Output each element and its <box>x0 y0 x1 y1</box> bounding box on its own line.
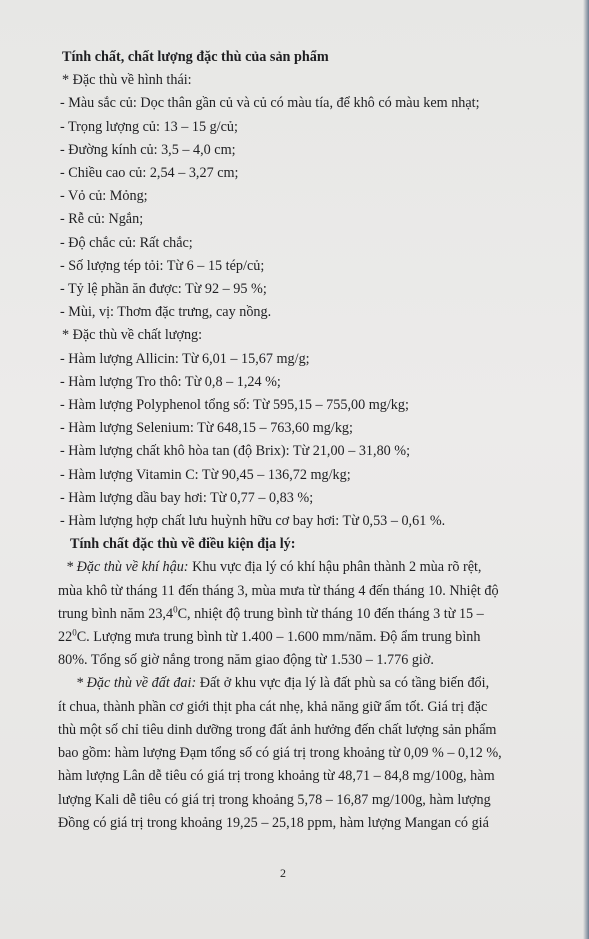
quality-item: - Hàm lượng Selenium: Từ 648,15 – 763,60 mg/kg; <box>60 420 353 437</box>
climate-text: trung bình năm 23,4 <box>58 605 174 622</box>
climate-text: C. Lượng mưa trung bình từ 1.400 – 1.600 mm/năm. Độ ẩm trung bình <box>76 629 481 646</box>
section-heading-geography: Tính chất đặc thù về điều kiện địa lý: <box>70 536 296 553</box>
morphology-item: - Vỏ củ: Mỏng; <box>60 188 148 205</box>
morphology-item: - Số lượng tép tỏi: Từ 6 – 15 tép/củ; <box>60 257 265 274</box>
morphology-item: - Tỷ lệ phần ăn được: Từ 92 – 95 %; <box>60 281 267 298</box>
quality-item: - Hàm lượng Vitamin C: Từ 90,45 – 136,72 mg/kg; <box>60 466 351 483</box>
degree-sup: 0 <box>72 627 77 638</box>
climate-label: * Đặc thù về khí hậu: <box>66 559 189 576</box>
morphology-item: - Trọng lượng củ: 13 – 15 g/củ; <box>60 118 238 135</box>
soil-text: hàm lượng Lân dễ tiêu có giá trị trong khoảng từ 48,71 – 84,8 mg/100g, hàm <box>58 768 495 785</box>
climate-text: mùa khô từ tháng 11 đến tháng 3, mùa mưa từ tháng 4 đến tháng 10. Nhiệt độ <box>58 582 499 599</box>
soil-text: lượng Kali dễ tiêu có giá trị trong khoảng 5,78 – 16,87 mg/100g, hàm lượng <box>58 791 491 808</box>
section-heading-product: Tính chất, chất lượng đặc thù của sản phẩm <box>62 49 329 65</box>
climate-text: Khu vực địa lý có khí hậu phân thành 2 mùa rõ rệt, <box>188 559 482 576</box>
quality-title: * Đặc thù về chất lượng: <box>62 327 203 344</box>
page-edge-shadow <box>583 0 589 939</box>
soil-label: * Đặc thù về đất đai: <box>76 675 197 692</box>
quality-item: - Hàm lượng Allicin: Từ 6,01 – 15,67 mg/g; <box>60 350 310 367</box>
climate-text: 22 <box>58 629 73 646</box>
morphology-title: * Đặc thù về hình thái: <box>62 72 192 89</box>
quality-item: - Hàm lượng hợp chất lưu huỳnh hữu cơ bay hơi: Từ 0,53 – 0,61 %. <box>60 513 446 530</box>
soil-paragraph <box>58 672 558 834</box>
quality-item: - Hàm lượng Polyphenol tổng số: Từ 595,15 – 755,00 mg/kg; <box>60 397 409 414</box>
page-number: 2 <box>280 866 286 880</box>
soil-text: thù một số chỉ tiêu dinh dưỡng trong đất ảnh hưởng đến chất lượng sản phẩm <box>58 721 497 738</box>
quality-item: - Hàm lượng chất khô hòa tan (độ Brix): Từ 21,00 – 31,80 %; <box>60 443 411 460</box>
morphology-item: - Độ chắc củ: Rất chắc; <box>60 234 193 251</box>
morphology-item: - Chiều cao củ: 2,54 – 3,27 cm; <box>60 165 239 182</box>
quality-item: - Hàm lượng Tro thô: Từ 0,8 – 1,24 %; <box>60 373 281 390</box>
degree-sup: 0 <box>173 604 178 615</box>
quality-item: - Hàm lượng dầu bay hơi: Từ 0,77 – 0,83 %; <box>60 489 314 506</box>
climate-text: C, nhiệt độ trung bình từ tháng 10 đến tháng 3 từ 15 – <box>177 605 484 622</box>
soil-text: bao gồm: hàm lượng Đạm tổng số có giá trị trong khoảng từ 0,09 % – 0,12 %, <box>58 745 502 762</box>
climate-text: 80%. Tổng số giờ nắng trong năm giao động từ 1.530 – 1.776 giờ. <box>58 652 434 669</box>
morphology-item: - Rễ củ: Ngắn; <box>60 211 144 228</box>
soil-text: Đất ở khu vực địa lý là đất phù sa có tầng biến đổi, <box>196 675 490 692</box>
climate-paragraph <box>58 556 558 672</box>
morphology-item: - Mùi, vị: Thơm đặc trưng, cay nồng. <box>60 304 272 321</box>
document-body <box>58 46 558 835</box>
soil-text: ít chua, thành phần cơ giới thịt pha cát nhẹ, khả năng giữ ẩm tốt. Giá trị đặc <box>58 698 488 715</box>
soil-text: Đồng có giá trị trong khoảng 19,25 – 25,18 ppm, hàm lượng Mangan có giá <box>58 814 489 831</box>
morphology-item: - Màu sắc củ: Dọc thân gần củ và củ có màu tía, để khô có màu kem nhạt; <box>60 95 480 112</box>
morphology-item: - Đường kính củ: 3,5 – 4,0 cm; <box>60 141 236 158</box>
